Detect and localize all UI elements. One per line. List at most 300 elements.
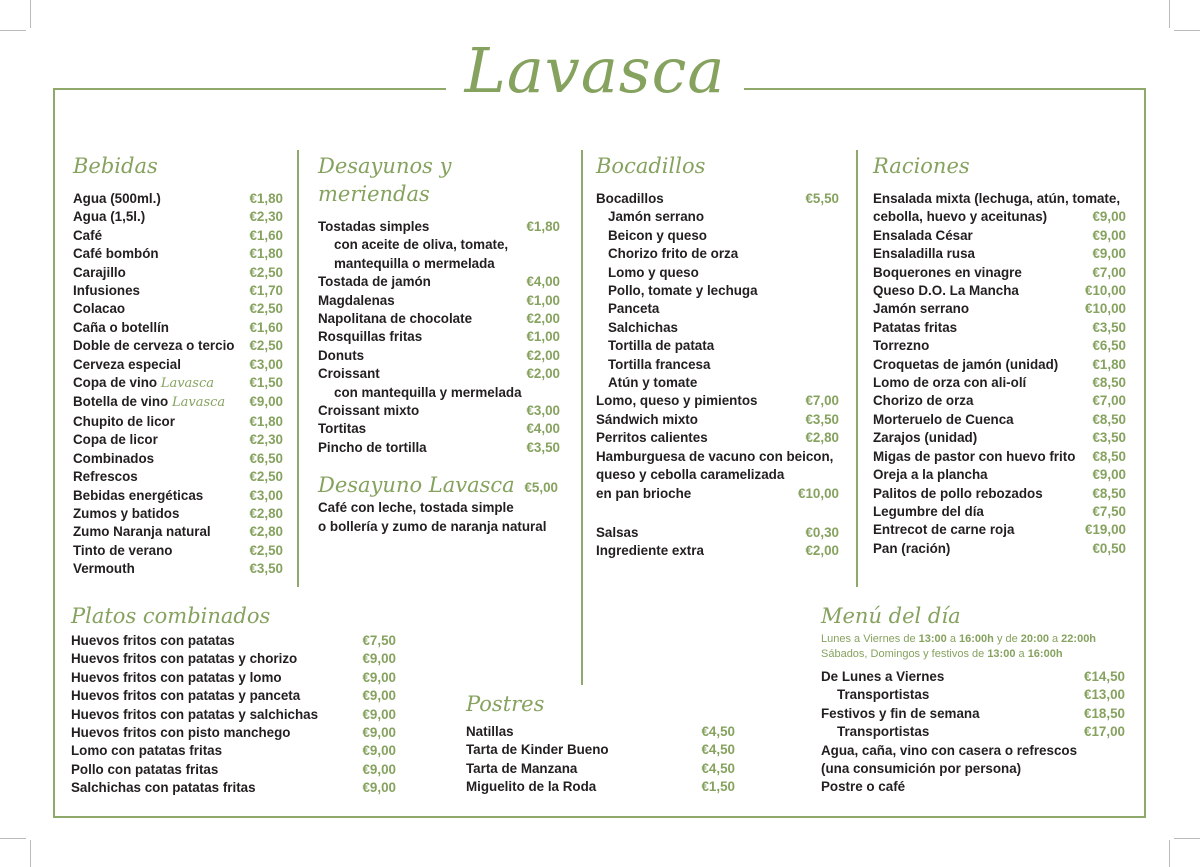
item-name: en pan brioche <box>596 485 692 501</box>
item-name: (una consumición por persona) <box>821 761 1022 777</box>
menu-item <box>318 273 560 291</box>
item-name: Huevos fritos con patatas <box>71 633 235 648</box>
item-name: Refrescos <box>73 469 138 485</box>
menu-item <box>873 337 1126 355</box>
item-name: Lomo y queso <box>608 264 699 280</box>
item-price: €9,00 <box>1092 209 1126 225</box>
menu-item <box>596 300 839 318</box>
item-price: €10,00 <box>1085 283 1126 299</box>
menu-item <box>873 319 1126 337</box>
item-price: €9,00 <box>1092 227 1126 243</box>
section-title: Bebidas <box>73 154 158 178</box>
item-price: €2,00 <box>526 366 560 382</box>
menu-item <box>73 337 283 355</box>
item-price <box>833 337 839 355</box>
item-name: Jamón serrano <box>608 209 705 225</box>
item-price: €4,50 <box>701 742 735 758</box>
section-postres <box>466 690 735 797</box>
item-name: Huevos fritos con patatas y chorizo <box>71 651 298 667</box>
menu-item <box>873 411 1126 429</box>
item-name: Oreja a la plancha <box>873 467 988 483</box>
item-price: €9,00 <box>362 761 396 777</box>
section-title: Menú del día <box>821 604 961 628</box>
section-bocadillos <box>596 152 839 561</box>
item-name: Tarta de Manzana <box>466 760 578 776</box>
item-name: Transportistas <box>837 724 930 740</box>
section-title: Platos combinados <box>71 604 271 628</box>
menu-item <box>596 208 839 226</box>
crop-mark <box>30 0 31 28</box>
item-price: €0,50 <box>1092 540 1126 556</box>
special-desc: o bollería y zumo de naranja natural <box>318 518 547 534</box>
item-price: €9,00 <box>1092 467 1126 483</box>
menu-item <box>821 686 1125 704</box>
divider <box>856 150 858 587</box>
item-name: Agua, caña, vino con casera o refrescos <box>821 742 1078 758</box>
menu-item <box>318 236 560 254</box>
crop-mark <box>1174 838 1200 839</box>
item-name: cebolla, huevo y aceitunas) <box>873 209 1048 225</box>
section-raciones <box>873 152 1126 558</box>
menu-item <box>466 741 735 759</box>
item-name: Postre o café <box>821 779 906 795</box>
item-name: Tarta de Kinder Bueno <box>466 742 609 758</box>
item-price: €2,50 <box>249 338 283 354</box>
menu-item <box>318 255 560 273</box>
section-menu-del-dia <box>821 602 1125 797</box>
section-platos <box>71 602 396 798</box>
menu-item <box>821 778 1125 796</box>
item-name: Huevos fritos con pisto manchego <box>71 725 291 741</box>
menu-item <box>318 218 560 236</box>
menu-item <box>873 374 1126 392</box>
item-price: €2,80 <box>249 505 283 521</box>
item-price: €9,00 <box>362 706 396 722</box>
item-name: Pan (ración) <box>873 540 951 556</box>
menu-item <box>873 264 1126 282</box>
item-name: Chorizo de orza <box>873 393 974 409</box>
item-price: €1,00 <box>526 292 560 308</box>
item-price: €9,00 <box>362 669 396 685</box>
item-price: €9,00 <box>362 725 396 741</box>
divider <box>297 150 299 587</box>
menu-item <box>596 337 839 355</box>
item-name: Transportistas <box>837 687 930 703</box>
menu-item <box>596 374 839 392</box>
brand-name: Lavasca <box>160 376 214 392</box>
divider <box>581 150 583 685</box>
menu-item <box>596 245 839 263</box>
item-name: Agua (500ml.) <box>73 191 161 206</box>
menu-item <box>596 448 839 466</box>
item-list <box>821 668 1125 797</box>
item-name: Carajillo <box>73 264 126 280</box>
menu-item <box>873 448 1126 466</box>
menu-item <box>596 524 839 542</box>
crop-mark <box>1169 840 1170 867</box>
menu-item <box>873 356 1126 374</box>
menu-item <box>318 328 560 346</box>
item-name: Palitos de pollo rebozados <box>873 485 1043 501</box>
item-name: Salsas <box>596 524 639 540</box>
crop-mark <box>0 838 26 839</box>
menu-item <box>873 282 1126 300</box>
special-desc: Café con leche, tostada simple <box>318 500 514 516</box>
item-name: Pincho de tortilla <box>318 439 427 455</box>
item-name: Ensalada mixta (lechuga, atún, tomate, <box>873 191 1121 206</box>
item-name: Salchichas con patatas fritas <box>71 780 256 796</box>
menu-item <box>873 208 1126 226</box>
menu-item <box>596 485 839 503</box>
item-name: Chupito de licor <box>73 413 175 429</box>
item-price: €2,00 <box>526 311 560 327</box>
item-price: €2,80 <box>249 524 283 540</box>
item-price: €2,00 <box>526 347 560 363</box>
item-list <box>466 723 735 797</box>
item-price: €7,00 <box>1092 393 1126 409</box>
item-name: Bebidas energéticas <box>73 487 204 503</box>
item-name: mantequilla o mermelada <box>334 255 495 271</box>
item-name: Croissant mixto <box>318 403 420 419</box>
menu-item <box>73 245 283 263</box>
item-price: €7,50 <box>362 633 396 648</box>
item-name: Lomo de orza con ali-olí <box>873 375 1027 391</box>
item-price: €10,00 <box>798 485 839 501</box>
menu-item <box>466 723 735 741</box>
menu-item <box>73 227 283 245</box>
item-price: €2,50 <box>249 469 283 485</box>
item-price: €2,30 <box>249 432 283 448</box>
menu-item <box>73 542 283 560</box>
item-price <box>1119 778 1125 796</box>
item-name: Doble de cerveza o tercio <box>73 338 235 354</box>
menu-item <box>596 319 839 337</box>
menu-item <box>821 723 1125 741</box>
menu-item <box>821 705 1125 723</box>
item-name: Perritos calientes <box>596 430 708 446</box>
menu-item <box>73 560 283 578</box>
item-price <box>833 319 839 337</box>
item-name: con aceite de oliva, tomate, <box>334 237 509 253</box>
item-name: Colacao <box>73 301 126 317</box>
item-name: Atún y tomate <box>608 375 698 391</box>
menu-item <box>821 760 1125 778</box>
menu-item <box>873 540 1126 558</box>
item-price: €18,50 <box>1084 705 1125 721</box>
item-name: Pollo con patatas fritas <box>71 761 219 777</box>
item-price: €8,50 <box>1092 448 1126 464</box>
item-price: €2,80 <box>805 430 839 446</box>
item-name: Queso D.O. La Mancha <box>873 283 1019 299</box>
item-price: €1,80 <box>1092 356 1126 372</box>
schedule-weekdays: Lunes a Viernes de 13:00 a 16:00h y de 20:00 a 22:00h <box>821 633 1097 645</box>
item-name: Ensalada César <box>873 227 973 243</box>
section-title: Bocadillos <box>596 154 706 178</box>
item-name: De Lunes a Viernes <box>821 669 945 684</box>
item-price: €6,50 <box>249 450 283 466</box>
special-title: Desayuno Lavasca <box>318 473 515 498</box>
menu-item <box>73 300 283 318</box>
menu-item <box>73 208 283 226</box>
item-price: €9,00 <box>1092 246 1126 262</box>
item-price: €2,50 <box>249 301 283 317</box>
item-price: €7,50 <box>1092 503 1126 519</box>
item-name: Infusiones <box>73 283 140 299</box>
menu-item <box>873 245 1126 263</box>
item-price: €4,00 <box>526 274 560 290</box>
item-name: Café bombón <box>73 246 159 262</box>
item-price <box>833 208 839 226</box>
item-price <box>833 356 839 374</box>
menu-item <box>873 392 1126 410</box>
menu-item <box>873 503 1126 521</box>
menu-item <box>596 356 839 374</box>
menu-item <box>873 429 1126 447</box>
menu-item <box>821 742 1125 760</box>
menu-item <box>73 393 283 412</box>
section-bebidas <box>73 152 283 579</box>
item-name: Pollo, tomate y lechuga <box>608 283 758 299</box>
item-price: €13,00 <box>1084 687 1125 703</box>
item-name: Huevos fritos con patatas y panceta <box>71 688 301 704</box>
menu-item <box>73 523 283 541</box>
section-title: Postres <box>466 692 545 716</box>
item-name: Torrezno <box>873 338 930 354</box>
menu-item <box>318 402 560 420</box>
item-price: €3,50 <box>249 561 283 577</box>
item-price: €10,00 <box>1085 301 1126 317</box>
menu-item <box>596 227 839 245</box>
section-title: Raciones <box>873 154 970 178</box>
item-name: Croissant <box>318 366 380 382</box>
item-price: €0,30 <box>805 524 839 540</box>
menu-item <box>821 668 1125 686</box>
item-price: €19,00 <box>1085 522 1126 538</box>
item-price: €3,50 <box>1092 430 1126 446</box>
item-price: €8,50 <box>1092 485 1126 501</box>
item-price: €9,00 <box>362 688 396 704</box>
menu-item <box>73 468 283 486</box>
item-price: €1,80 <box>249 246 283 262</box>
item-name: Panceta <box>608 301 660 317</box>
item-name: Tortilla francesa <box>608 356 711 372</box>
crop-mark <box>30 840 31 867</box>
menu-item <box>73 319 283 337</box>
item-price <box>833 264 839 282</box>
item-price: €4,50 <box>701 724 735 739</box>
item-price: €1,00 <box>526 329 560 345</box>
item-price: €3,00 <box>526 403 560 419</box>
item-name: Caña o botellín <box>73 319 169 335</box>
item-name: Boquerones en vinagre <box>873 264 1022 280</box>
item-name: Entrecot de carne roja <box>873 522 1015 538</box>
item-name: Morteruelo de Cuenca <box>873 411 1014 427</box>
item-price: €3,00 <box>249 487 283 503</box>
item-name: Salchichas <box>608 319 678 335</box>
item-price: €3,00 <box>249 356 283 372</box>
item-name: Donuts <box>318 347 365 363</box>
item-name: Combinados <box>73 450 155 466</box>
item-name: Tortilla de patata <box>608 338 715 354</box>
item-name: Beicon y queso <box>608 227 707 243</box>
item-name: Tortitas <box>318 421 367 437</box>
item-price <box>833 227 839 245</box>
item-name: Café <box>73 227 103 243</box>
item-price: €2,50 <box>249 542 283 558</box>
menu-item <box>596 429 839 447</box>
item-name: Patatas fritas <box>873 319 958 335</box>
item-price: €1,80 <box>526 219 560 234</box>
menu-item <box>73 282 283 300</box>
crop-mark <box>1169 0 1170 28</box>
item-price: €17,00 <box>1084 724 1125 740</box>
item-name: Vermouth <box>73 561 135 577</box>
item-name: Magdalenas <box>318 292 395 308</box>
item-price: €1,80 <box>249 191 283 206</box>
item-name: Miguelito de la Roda <box>466 779 597 795</box>
menu-item <box>73 505 283 523</box>
item-name: Agua (1,5l.) <box>73 209 146 225</box>
item-price: €4,50 <box>701 760 735 776</box>
item-price <box>554 236 560 254</box>
item-name: Festivos y fin de semana <box>821 705 980 721</box>
menu-item <box>318 292 560 310</box>
menu-item <box>71 706 396 724</box>
menu-item <box>596 411 839 429</box>
menu-item <box>318 310 560 328</box>
menu-item <box>73 450 283 468</box>
menu-item <box>73 356 283 374</box>
item-price: €7,00 <box>1092 264 1126 280</box>
item-name: Legumbre del día <box>873 503 984 519</box>
crop-mark <box>0 30 26 31</box>
item-name: queso y cebolla caramelizada <box>596 467 785 483</box>
brand-name: Lavasca <box>171 395 226 411</box>
menu-item <box>596 392 839 410</box>
item-price: €5,50 <box>805 191 839 206</box>
item-name: Zumos y batidos <box>73 505 180 521</box>
item-price <box>833 448 839 466</box>
item-name: Sándwich mixto <box>596 411 698 427</box>
item-name: Lomo con patatas fritas <box>71 743 223 759</box>
item-price: €1,80 <box>249 413 283 429</box>
item-name: Napolitana de chocolate <box>318 311 473 327</box>
item-price <box>833 374 839 392</box>
item-name: con mantequilla y mermelada <box>334 384 522 400</box>
item-price: €9,00 <box>249 394 283 410</box>
menu-item <box>466 760 735 778</box>
item-price: €8,50 <box>1092 411 1126 427</box>
item-price: €3,50 <box>1092 319 1126 335</box>
item-price: €3,50 <box>805 411 839 427</box>
item-price: €1,50 <box>701 779 735 795</box>
item-price <box>833 466 839 484</box>
item-name: Cerveza especial <box>73 356 181 372</box>
menu-item <box>318 439 560 457</box>
menu-item <box>596 282 839 300</box>
menu-item <box>71 632 396 650</box>
item-name: Croquetas de jamón (unidad) <box>873 356 1059 372</box>
item-name: Chorizo frito de orza <box>608 246 739 262</box>
menu-item <box>318 347 560 365</box>
item-name: Lomo, queso y pimientos <box>596 393 758 409</box>
item-list <box>596 190 839 503</box>
item-price: €1,50 <box>249 375 283 391</box>
item-price: €2,50 <box>249 264 283 280</box>
item-price <box>1120 190 1126 208</box>
menu-item <box>466 778 735 796</box>
item-price <box>833 300 839 318</box>
item-name: Hamburguesa de vacuno con beicon, <box>596 448 834 464</box>
menu-item <box>873 190 1126 208</box>
item-price: €1,60 <box>249 319 283 335</box>
item-price <box>833 282 839 300</box>
item-name: Tostadas simples <box>318 219 430 234</box>
extras-list <box>596 524 839 561</box>
item-name: Zarajos (unidad) <box>873 430 978 446</box>
item-price <box>1119 760 1125 778</box>
menu-item <box>71 650 396 668</box>
menu-item <box>596 190 839 208</box>
item-name: Copa de licor <box>73 432 158 448</box>
schedule-weekend: Sábados, Domingos y festivos de 13:00 a 16:00h <box>821 648 1063 660</box>
item-name: Copa de vino Lavasca <box>73 375 214 392</box>
item-price: €1,70 <box>249 283 283 299</box>
menu-item <box>873 485 1126 503</box>
item-name: Ingrediente extra <box>596 543 704 559</box>
item-price: €2,30 <box>249 209 283 225</box>
item-price: €3,50 <box>526 439 560 455</box>
item-name: Zumo Naranja natural <box>73 524 211 540</box>
menu-item <box>73 413 283 431</box>
item-price <box>1119 742 1125 760</box>
menu-item <box>873 300 1126 318</box>
menu-item <box>73 190 283 208</box>
item-price <box>833 245 839 263</box>
item-name: Jamón serrano <box>873 301 970 317</box>
menu-item <box>73 431 283 449</box>
item-price: €14,50 <box>1084 669 1125 684</box>
menu-item <box>873 227 1126 245</box>
menu-item <box>873 466 1126 484</box>
item-name: Huevos fritos con patatas y lomo <box>71 669 282 685</box>
menu-item <box>596 264 839 282</box>
brand-logo: Lavasca <box>464 34 726 107</box>
menu-item <box>71 742 396 760</box>
menu-item <box>73 374 283 393</box>
item-name: Ensaladilla rusa <box>873 246 975 262</box>
item-name: Migas de pastor con huevo frito <box>873 448 1076 464</box>
item-name: Tostada de jamón <box>318 274 431 290</box>
item-name: Botella de vino Lavasca <box>73 394 226 411</box>
menu-item <box>318 365 560 383</box>
item-price: €9,00 <box>362 780 396 796</box>
item-name: Rosquillas fritas <box>318 329 423 345</box>
section-desayunos <box>318 152 560 536</box>
menu-item <box>596 466 839 484</box>
item-price: €9,00 <box>362 651 396 667</box>
menu-item <box>71 669 396 687</box>
menu-item <box>318 420 560 438</box>
item-name: Natillas <box>466 724 514 739</box>
menu-item <box>71 687 396 705</box>
menu-item <box>873 521 1126 539</box>
menu-item <box>71 724 396 742</box>
item-price: €8,50 <box>1092 375 1126 391</box>
item-price: €2,00 <box>805 543 839 559</box>
menu-item <box>71 761 396 779</box>
item-price: €9,00 <box>362 743 396 759</box>
